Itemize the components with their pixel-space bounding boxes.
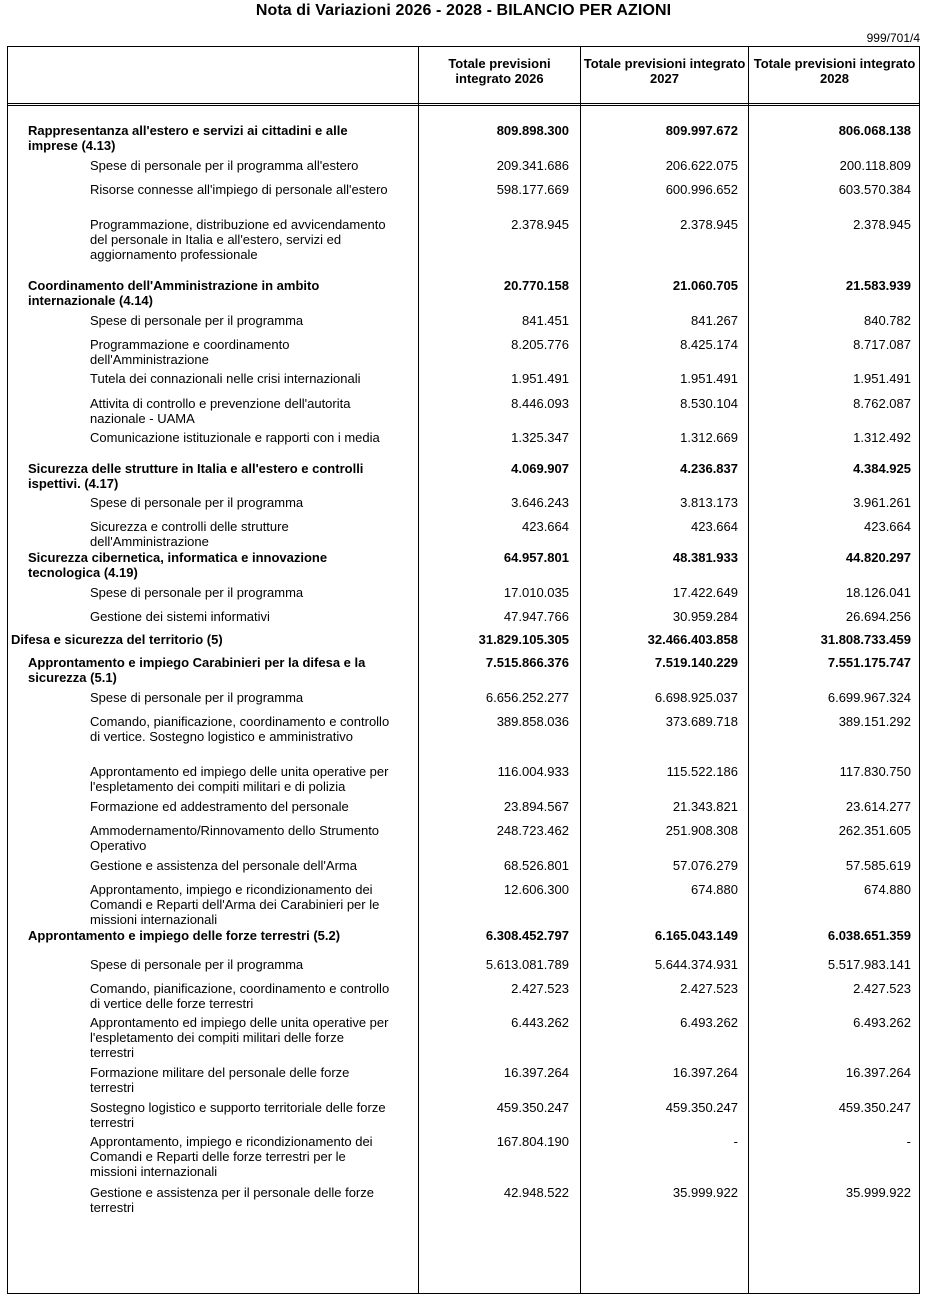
value-2026: 5.613.081.789 bbox=[485, 957, 569, 972]
value-2028: 262.351.605 bbox=[838, 823, 911, 838]
value-2027: 6.493.262 bbox=[680, 1015, 738, 1030]
value-2028: - bbox=[906, 1134, 911, 1149]
value-2027: 5.644.374.931 bbox=[654, 957, 738, 972]
column-header-2027: Totale previsioni integrato 2027 bbox=[583, 56, 746, 86]
value-2026: 6.308.452.797 bbox=[485, 928, 569, 943]
value-2028: 8.717.087 bbox=[853, 337, 911, 352]
row-label: Spese di personale per il programma bbox=[90, 313, 304, 328]
row-label: Approntamento ed impiego delle unita operative per l'espletamento dei compiti militari e di polizia bbox=[90, 764, 389, 794]
value-2028: 21.583.939 bbox=[845, 278, 911, 293]
value-2027: 809.997.672 bbox=[665, 123, 738, 138]
value-2027: 8.530.104 bbox=[680, 396, 738, 411]
value-2027: 251.908.308 bbox=[665, 823, 738, 838]
row-label: Comando, pianificazione, coordinamento e controllo di vertice. Sostegno logistico e amministrativo bbox=[90, 714, 390, 744]
value-2028: 1.951.491 bbox=[853, 371, 911, 386]
value-2027: 32.466.403.858 bbox=[647, 632, 738, 647]
value-2028: 18.126.041 bbox=[845, 585, 911, 600]
value-2028: 23.614.277 bbox=[845, 799, 911, 814]
value-2028: 44.820.297 bbox=[845, 550, 911, 565]
value-2026: 6.656.252.277 bbox=[485, 690, 569, 705]
row-label: Formazione militare del personale delle forze terrestri bbox=[90, 1065, 350, 1095]
value-2027: 6.698.925.037 bbox=[654, 690, 738, 705]
page-title: Nota di Variazioni 2026 - 2028 - BILANCIO PER AZIONI bbox=[255, 2, 672, 19]
value-2028: 2.427.523 bbox=[853, 981, 911, 996]
row-label: Risorse connesse all'impiego di personale all'estero bbox=[90, 182, 388, 197]
value-2026: 1.325.347 bbox=[511, 430, 569, 445]
value-2028: 57.585.619 bbox=[845, 858, 911, 873]
row-label: Approntamento, impiego e ricondizionamento dei Comandi e Reparti delle forze terrestri per le missioni internazionali bbox=[90, 1134, 373, 1179]
value-2028: 31.808.733.459 bbox=[820, 632, 911, 647]
value-2027: 206.622.075 bbox=[665, 158, 738, 173]
value-2028: 423.664 bbox=[864, 519, 911, 534]
value-2028: 5.517.983.141 bbox=[827, 957, 911, 972]
value-2026: 8.446.093 bbox=[511, 396, 569, 411]
value-2028: 2.378.945 bbox=[853, 217, 911, 232]
value-2027: 459.350.247 bbox=[665, 1100, 738, 1115]
value-2026: 423.664 bbox=[522, 519, 569, 534]
value-2026: 459.350.247 bbox=[496, 1100, 569, 1115]
value-2028: 6.493.262 bbox=[853, 1015, 911, 1030]
value-2027: 21.343.821 bbox=[672, 799, 738, 814]
value-2028: 603.570.384 bbox=[838, 182, 911, 197]
value-2028: 35.999.922 bbox=[845, 1185, 911, 1200]
row-label: Spese di personale per il programma bbox=[90, 495, 304, 510]
value-2028: 3.961.261 bbox=[853, 495, 911, 510]
value-2026: 8.205.776 bbox=[511, 337, 569, 352]
value-2028: 4.384.925 bbox=[853, 461, 911, 476]
row-label: Difesa e sicurezza del territorio (5) bbox=[11, 632, 223, 647]
row-label: Approntamento, impiego e ricondizionamento dei Comandi e Reparti dell'Arma dei Carabinieri per le missioni internazionali bbox=[90, 882, 380, 927]
value-2026: 389.858.036 bbox=[496, 714, 569, 729]
row-label: Approntamento e impiego Carabinieri per la difesa e la sicurezza (5.1) bbox=[28, 655, 366, 685]
value-2027: 2.378.945 bbox=[680, 217, 738, 232]
value-2026: 248.723.462 bbox=[496, 823, 569, 838]
row-label: Rappresentanza all'estero e servizi ai cittadini e alle imprese (4.13) bbox=[28, 123, 348, 153]
value-2027: 8.425.174 bbox=[680, 337, 738, 352]
row-label: Approntamento e impiego delle forze terrestri (5.2) bbox=[28, 928, 341, 943]
row-label: Sostegno logistico e supporto territoriale delle forze terrestri bbox=[90, 1100, 386, 1130]
value-2026: 841.451 bbox=[522, 313, 569, 328]
value-2027: 3.813.173 bbox=[680, 495, 738, 510]
value-2026: 167.804.190 bbox=[496, 1134, 569, 1149]
value-2028: 16.397.264 bbox=[845, 1065, 911, 1080]
value-2027: 423.664 bbox=[691, 519, 738, 534]
value-2027: 4.236.837 bbox=[680, 461, 738, 476]
row-label: Gestione e assistenza del personale dell'Arma bbox=[90, 858, 357, 873]
value-2026: 12.606.300 bbox=[503, 882, 569, 897]
value-2027: 674.880 bbox=[691, 882, 738, 897]
value-2026: 16.397.264 bbox=[503, 1065, 569, 1080]
value-2027: 1.951.491 bbox=[680, 371, 738, 386]
row-label: Formazione ed addestramento del personale bbox=[90, 799, 349, 814]
value-2027: 35.999.922 bbox=[672, 1185, 738, 1200]
value-2026: 598.177.669 bbox=[496, 182, 569, 197]
row-label: Sicurezza delle strutture in Italia e all'estero e controlli ispettivi. (4.17) bbox=[28, 461, 364, 491]
row-label: Sicurezza e controlli delle strutture dell'Amministrazione bbox=[90, 519, 289, 549]
value-2026: 64.957.801 bbox=[503, 550, 569, 565]
value-2026: 4.069.907 bbox=[511, 461, 569, 476]
row-label: Spese di personale per il programma bbox=[90, 957, 304, 972]
value-2026: 47.947.766 bbox=[503, 609, 569, 624]
row-label: Sicurezza cibernetica, informatica e innovazione tecnologica (4.19) bbox=[28, 550, 328, 580]
row-label: Gestione e assistenza per il personale delle forze terrestri bbox=[90, 1185, 374, 1215]
row-label: Programmazione e coordinamento dell'Amministrazione bbox=[90, 337, 290, 367]
value-2026: 6.443.262 bbox=[511, 1015, 569, 1030]
column-header-2028: Totale previsioni integrato 2028 bbox=[753, 56, 916, 86]
value-2028: 1.312.492 bbox=[853, 430, 911, 445]
value-2026: 42.948.522 bbox=[503, 1185, 569, 1200]
value-2027: 57.076.279 bbox=[672, 858, 738, 873]
value-2026: 209.341.686 bbox=[496, 158, 569, 173]
value-2026: 23.894.567 bbox=[503, 799, 569, 814]
value-2028: 459.350.247 bbox=[838, 1100, 911, 1115]
value-2027: 1.312.669 bbox=[680, 430, 738, 445]
value-2026: 20.770.158 bbox=[503, 278, 569, 293]
value-2027: 115.522.186 bbox=[666, 764, 738, 779]
row-label: Approntamento ed impiego delle unita operative per l'espletamento dei compiti militari delle forze terrestri bbox=[90, 1015, 389, 1060]
row-label: Comando, pianificazione, coordinamento e controllo di vertice delle forze terrestri bbox=[90, 981, 390, 1011]
value-2026: 2.378.945 bbox=[511, 217, 569, 232]
value-2028: 200.118.809 bbox=[839, 158, 911, 173]
value-2026: 116.004.933 bbox=[497, 764, 569, 779]
row-label: Comunicazione istituzionale e rapporti con i media bbox=[90, 430, 380, 445]
row-label: Spese di personale per il programma all'estero bbox=[90, 158, 359, 173]
value-2027: 21.060.705 bbox=[672, 278, 738, 293]
row-label: Attivita di controllo e prevenzione dell'autorita nazionale - UAMA bbox=[90, 396, 351, 426]
value-2028: 6.038.651.359 bbox=[827, 928, 911, 943]
value-2026: 17.010.035 bbox=[503, 585, 569, 600]
value-2027: 6.165.043.149 bbox=[654, 928, 738, 943]
value-2027: 30.959.284 bbox=[672, 609, 738, 624]
value-2027: - bbox=[733, 1134, 738, 1149]
column-header-2026: Totale previsioni integrato 2026 bbox=[448, 56, 551, 86]
row-label: Spese di personale per il programma bbox=[90, 690, 304, 705]
value-2026: 1.951.491 bbox=[511, 371, 569, 386]
value-2026: 68.526.801 bbox=[503, 858, 569, 873]
value-2028: 8.762.087 bbox=[853, 396, 911, 411]
row-label: Tutela dei connazionali nelle crisi internazionali bbox=[90, 371, 361, 386]
row-label: Ammodernamento/Rinnovamento dello Strumento Operativo bbox=[90, 823, 380, 853]
value-2027: 48.381.933 bbox=[672, 550, 738, 565]
document-code: 999/701/4 bbox=[866, 31, 920, 45]
value-2027: 2.427.523 bbox=[680, 981, 738, 996]
value-2028: 26.694.256 bbox=[845, 609, 911, 624]
value-2026: 809.898.300 bbox=[496, 123, 569, 138]
value-2028: 840.782 bbox=[864, 313, 911, 328]
value-2027: 841.267 bbox=[691, 313, 738, 328]
value-2027: 17.422.649 bbox=[672, 585, 738, 600]
row-label: Gestione dei sistemi informativi bbox=[90, 609, 270, 624]
value-2026: 31.829.105.305 bbox=[478, 632, 569, 647]
value-2028: 7.551.175.747 bbox=[827, 655, 911, 670]
row-label: Coordinamento dell'Amministrazione in ambito internazionale (4.14) bbox=[28, 278, 320, 308]
value-2026: 3.646.243 bbox=[511, 495, 569, 510]
value-2027: 7.519.140.229 bbox=[654, 655, 738, 670]
value-2027: 600.996.652 bbox=[665, 182, 738, 197]
value-2028: 117.830.750 bbox=[839, 764, 911, 779]
value-2028: 389.151.292 bbox=[838, 714, 911, 729]
value-2027: 16.397.264 bbox=[672, 1065, 738, 1080]
value-2026: 2.427.523 bbox=[511, 981, 569, 996]
value-2026: 7.515.866.376 bbox=[485, 655, 569, 670]
value-2028: 6.699.967.324 bbox=[827, 690, 911, 705]
value-2028: 674.880 bbox=[864, 882, 911, 897]
value-2028: 806.068.138 bbox=[838, 123, 911, 138]
value-2027: 373.689.718 bbox=[665, 714, 738, 729]
row-label: Spese di personale per il programma bbox=[90, 585, 304, 600]
row-label: Programmazione, distribuzione ed avvicendamento del personale in Italia e all'estero, servizi ed aggiornamento professionale bbox=[90, 217, 386, 262]
